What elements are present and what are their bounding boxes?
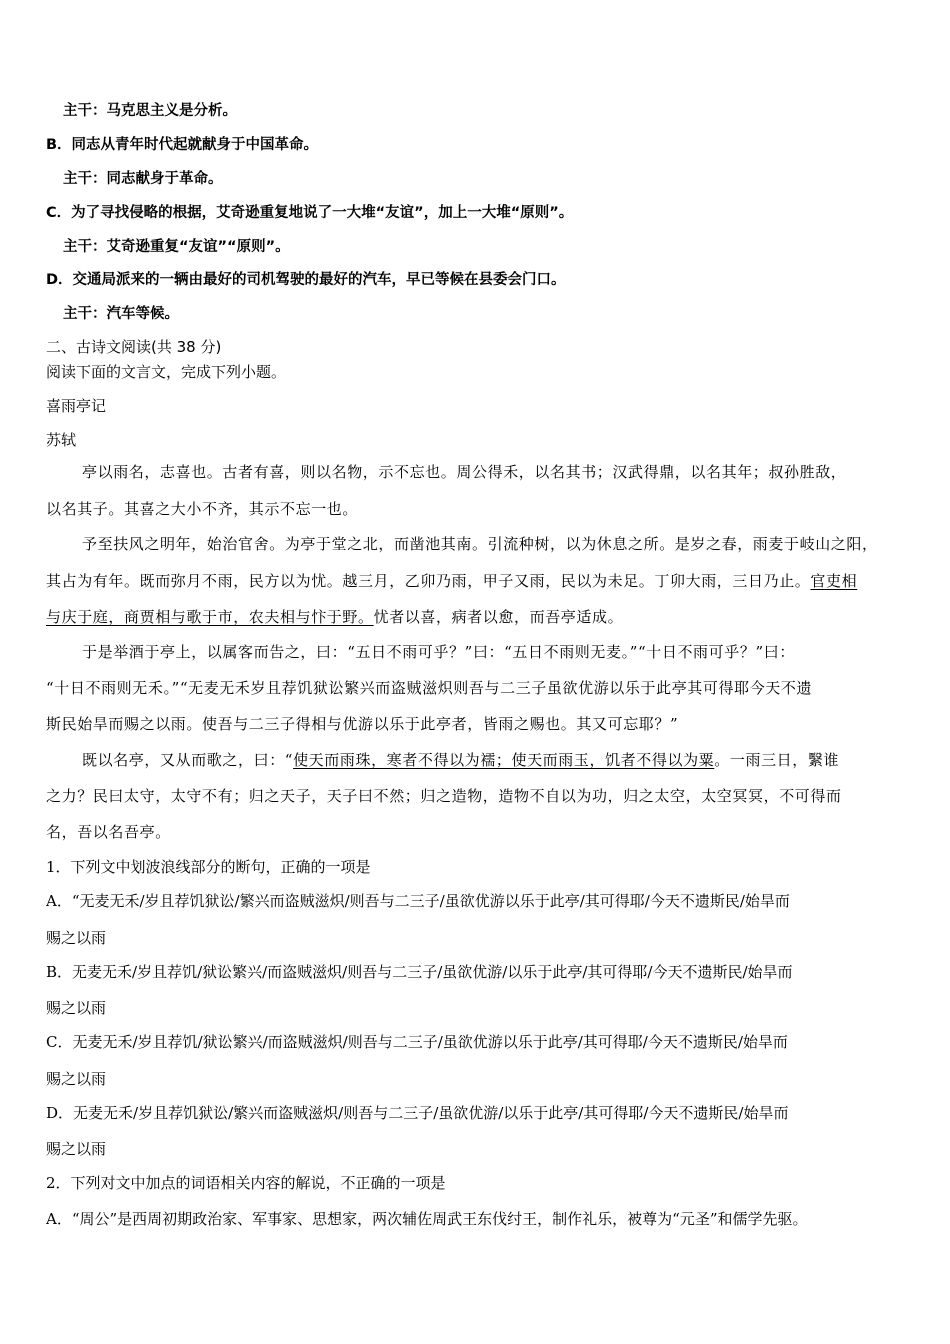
passage-title: 喜雨亭记	[46, 397, 107, 415]
passage-p4-line2: 之力？民曰太守，太守不有；归之天子，天子曰不然；归之造物，造物不自以为功，归之太空，太空冥冥，不可得而	[46, 787, 842, 805]
section-heading: 二、古诗文阅读(共 38 分)	[46, 338, 222, 356]
underlined-phrase-1a: 官吏相	[810, 572, 858, 590]
question-1-option-c-cont: 赐之以雨	[46, 1070, 107, 1088]
underlined-phrase-2: 使天而雨珠，寒者不得以为襦；使天而雨玉，饥者不得以为粟	[293, 751, 715, 769]
option-d: D．交通局派来的一辆由最好的司机驾驶的最好的汽车，早已等候在县委会门口。	[46, 272, 566, 288]
passage-p4-line1-text-b: 。一雨三日，繄谁	[714, 751, 840, 769]
answer-a-main: 主干：马克思主义是分析。	[63, 103, 237, 119]
passage-author: 苏轼	[46, 431, 77, 449]
passage-p4-line3: 名，吾以名吾亭。	[46, 823, 171, 841]
answer-c-main: 主干：艾奇逊重复“友谊”“原则”。	[63, 239, 290, 255]
question-1-option-d: D．无麦无禾/岁且荐饥狱讼/繁兴而盗贼滋炽/则吾与二三子/虽欲优游/以乐于此亭/其可得耶/今天不遗斯民/始旱而	[46, 1104, 789, 1122]
question-2-stem: 2．下列对文中加点的词语相关内容的解说，不正确的一项是	[46, 1174, 446, 1192]
question-1-option-d-cont: 赐之以雨	[46, 1140, 107, 1158]
passage-p4-line1-text-a: 既以名亭，又从而歌之，曰：“	[82, 751, 294, 769]
passage-p3-line3: 斯民始旱而赐之以雨。使吾与二三子得相与优游以乐于此亭者，皆雨之赐也。其又可忘耶？”	[46, 715, 679, 733]
question-1-stem: 1．下列文中划波浪线部分的断句，正确的一项是	[46, 858, 371, 876]
question-1-option-a-cont: 赐之以雨	[46, 929, 107, 947]
passage-p2-line2	[46, 571, 857, 591]
passage-p3-line1: 于是举酒于亭上，以属客而告之，曰：“五日不雨可乎？”曰：“五日不雨则无麦。”“十日不雨可乎？”曰：	[82, 643, 795, 661]
passage-p1-line2: 以名其子。其喜之大小不齐，其示不忘一也。	[46, 500, 359, 518]
question-2-option-a: A．“周公”是西周初期政治家、军事家、思想家，两次辅佐周武王东伐纣王，制作礼乐，被尊为“元圣”和儒学先驱。	[46, 1210, 808, 1228]
answer-d-main: 主干：汽车等候。	[63, 306, 179, 322]
passage-p1-line1: 亭以雨名，志喜也。古者有喜，则以名物，示不忘也。周公得禾，以名其书；汉武得鼎，以名其年；叔孙胜敌，	[82, 463, 847, 481]
option-c: C．为了寻找侵略的根据，艾奇逊重复地说了一大堆“友谊”，加上一大堆“原则”。	[46, 205, 574, 221]
passage-p3-line2: “十日不雨则无禾。”“无麦无禾岁且荐饥狱讼繁兴而盗贼滋炽则吾与二三子虽欲优游以乐于此亭其可得耶今天不遗	[46, 679, 813, 697]
question-1-option-b-cont: 赐之以雨	[46, 999, 107, 1017]
passage-p2-line3-text: 忧者以喜，病者以愈，而吾亭适成。	[373, 608, 624, 626]
underlined-phrase-1b: 与庆于庭，商贾相与歌于市，农夫相与忭于野。	[46, 608, 374, 626]
option-b: B．同志从青年时代起就献身于中国革命。	[46, 137, 319, 153]
passage-p4-line1	[82, 750, 839, 770]
passage-p2-line1: 予至扶风之明年，始治官舍。为亭于堂之北，而凿池其南。引流种树，以为休息之所。是岁之春，雨麦于岐山之阳，	[82, 535, 878, 553]
answer-b-main: 主干：同志献身于革命。	[63, 171, 223, 187]
section-instruction: 阅读下面的文言文，完成下列小题。	[46, 363, 287, 381]
question-1-option-a: A．“无麦无禾/岁且荐饥狱讼/繁兴而盗贼滋炽/则吾与二三子/虽欲优游以乐于此亭/其可得耶/今天不遗斯民/始旱而	[46, 892, 790, 910]
passage-p2-line2-text: 其占为有年。既而弥月不雨，民方以为忧。越三月，乙卯乃雨，甲子又雨，民以为未足。丁卯大雨，三日乃止。	[46, 572, 811, 590]
question-1-option-c: C．无麦无禾/岁且荐饥/狱讼繁兴/而盗贼滋炽/则吾与二三子/虽欲优游以乐于此亭/其可得耶/今天不遗斯民/始旱而	[46, 1033, 788, 1051]
question-1-option-b: B．无麦无禾/岁且荐饥/狱讼繁兴/而盗贼滋炽/则吾与二三子/虽欲优游/以乐于此亭/其可得耶/今天不遗斯民/始旱而	[46, 963, 793, 981]
passage-p2-line3	[46, 607, 623, 627]
